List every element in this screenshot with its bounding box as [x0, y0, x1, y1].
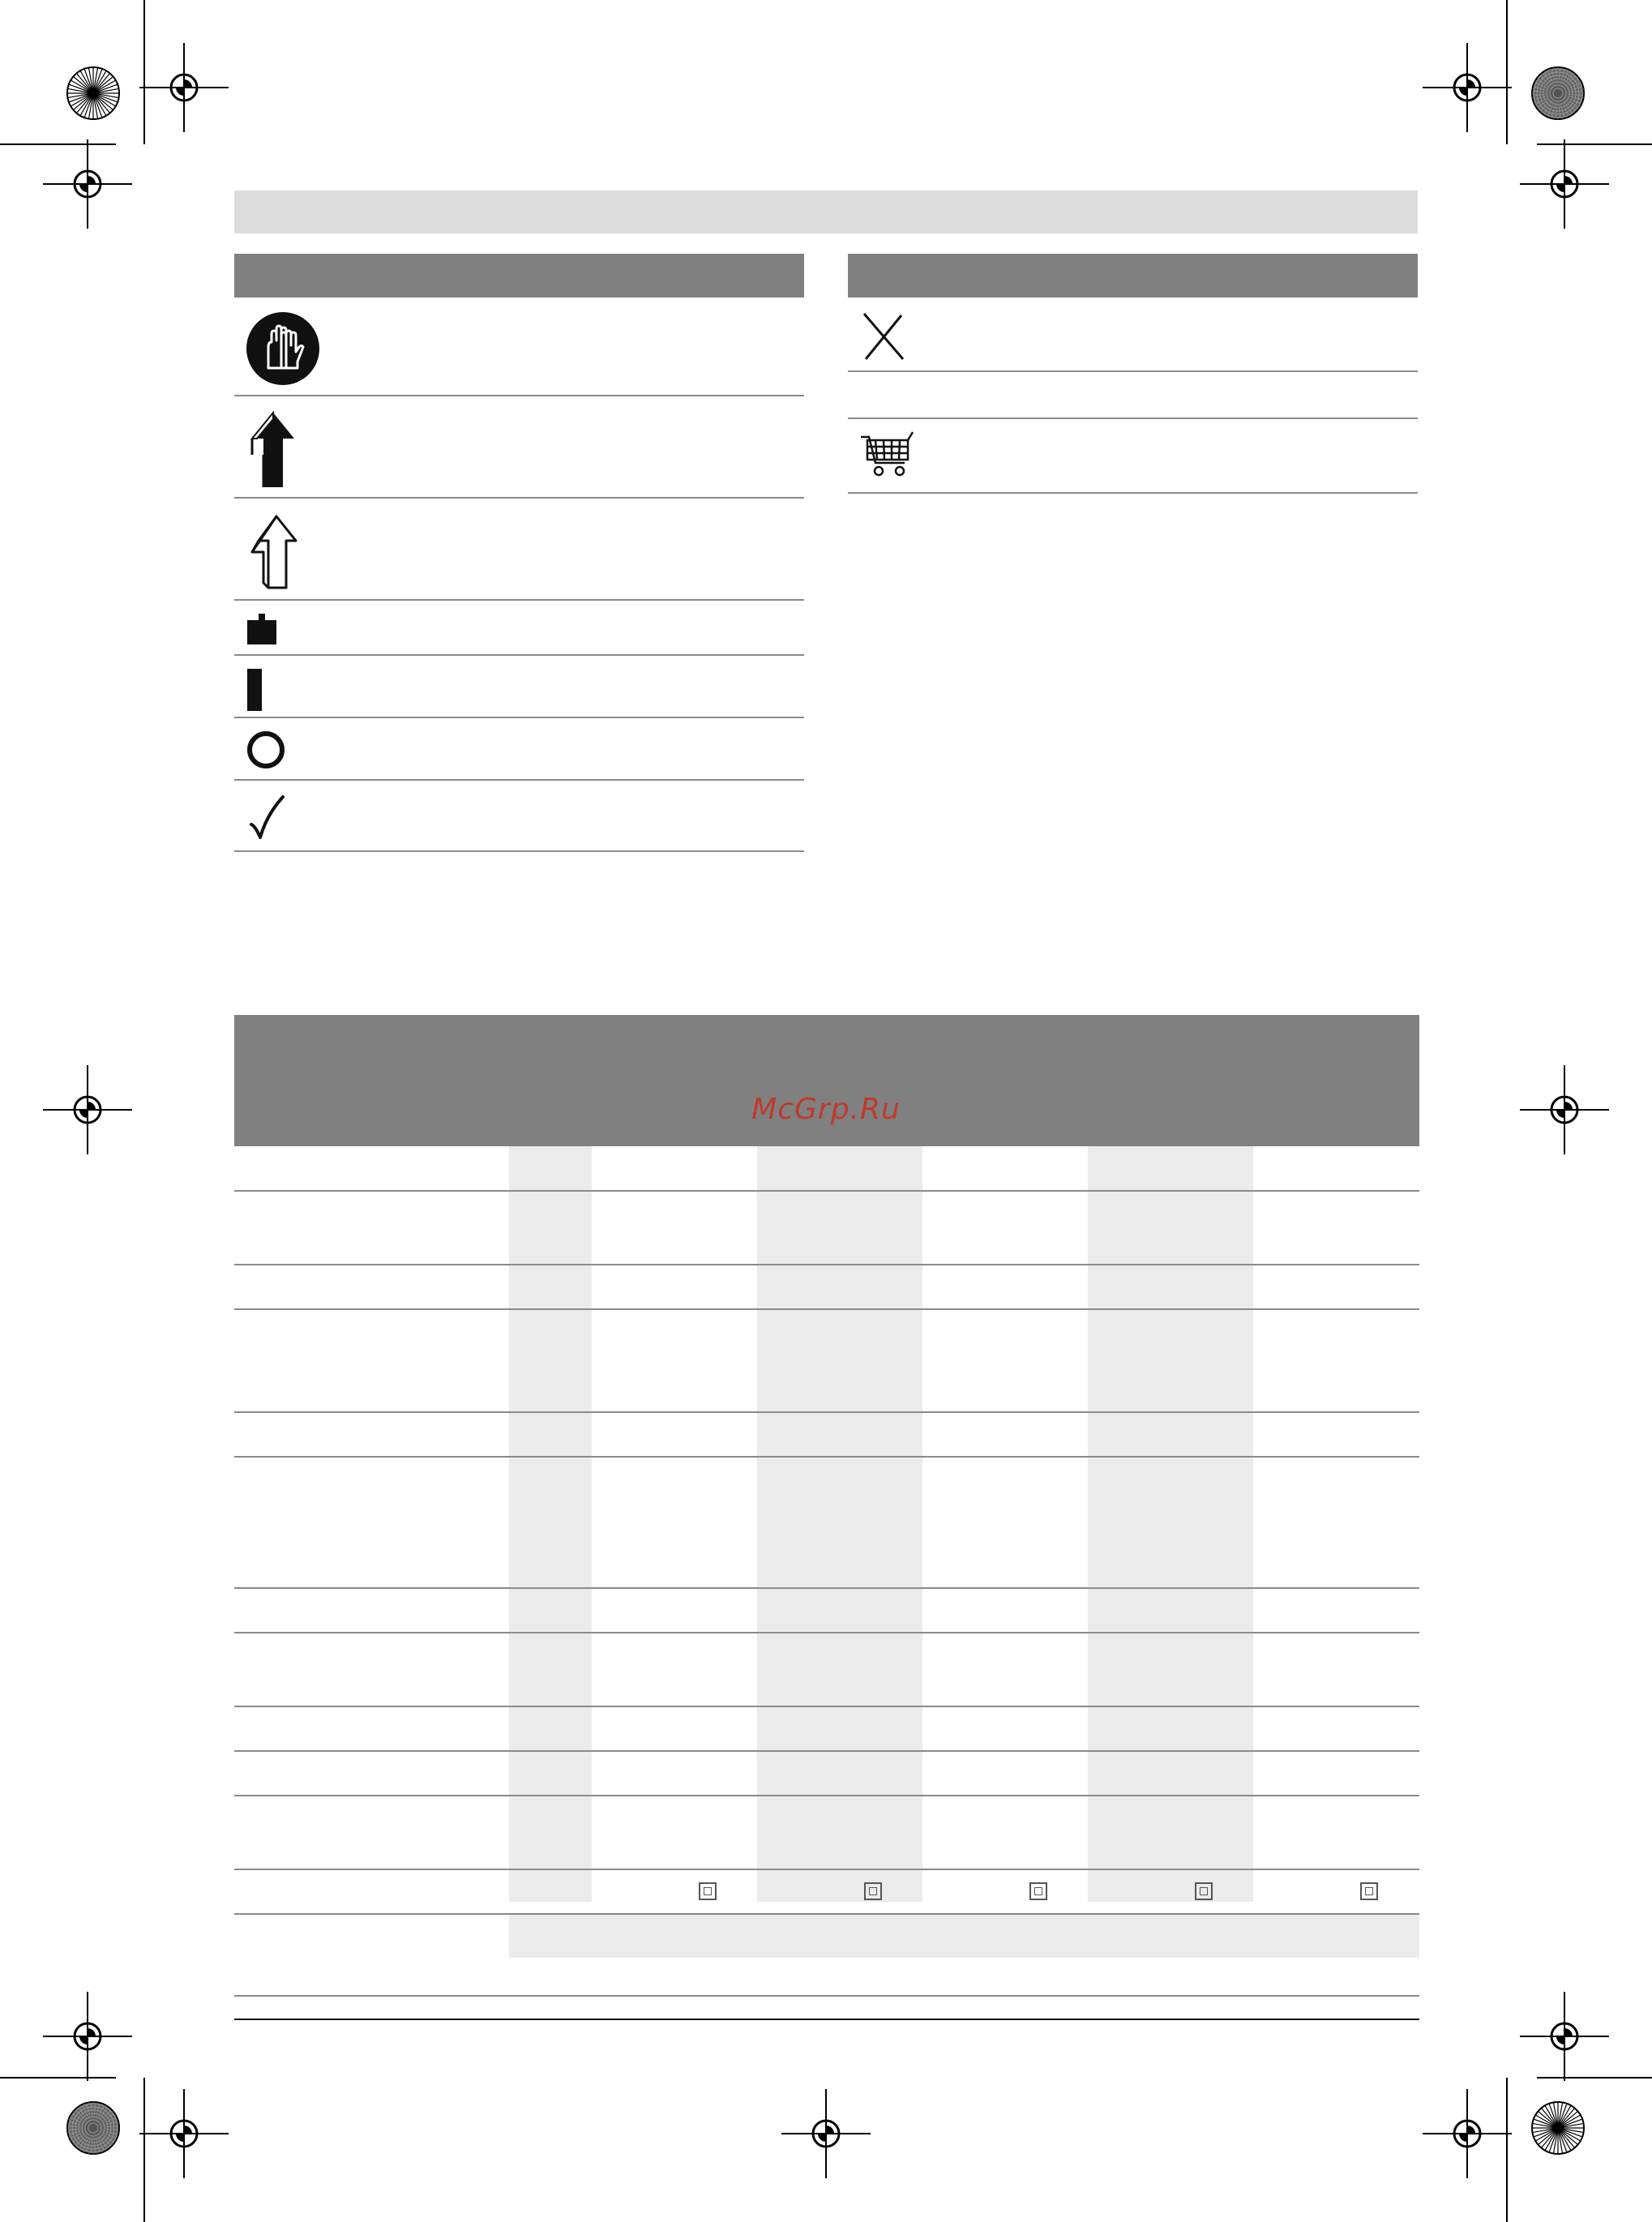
symbol-row — [848, 372, 1418, 419]
symbol-row — [234, 718, 804, 781]
registration-starburst-icon — [1532, 2102, 1584, 2154]
gloves-icon — [246, 311, 320, 386]
symbol-row — [234, 499, 804, 601]
table-column-shade — [1088, 1146, 1253, 1902]
circle-icon — [246, 730, 286, 770]
table-column-shade — [757, 1146, 922, 1902]
table-row-divider — [234, 1750, 1419, 1752]
checkmark-icon — [249, 795, 285, 841]
checkbox-icon[interactable] — [1029, 1882, 1047, 1900]
symbol-row — [234, 396, 804, 499]
registration-starburst-icon — [67, 67, 119, 119]
arrow-up-filled-icon — [249, 411, 297, 489]
registration-disc-icon — [67, 2102, 119, 2154]
registration-disc-icon — [1532, 67, 1584, 119]
table-row-divider — [234, 1456, 1419, 1458]
table-row-divider — [234, 1913, 1419, 1915]
symbol-row — [234, 781, 804, 852]
table-row-divider — [234, 1308, 1419, 1310]
bar-icon — [246, 669, 263, 711]
table-row-divider — [234, 1264, 1419, 1265]
table-row-divider — [234, 1795, 1419, 1796]
weight-icon — [246, 612, 278, 646]
table-column-shade — [509, 1146, 592, 1902]
cross-icon — [861, 312, 906, 361]
page-header-band — [234, 191, 1418, 233]
watermark: McGrp.Ru — [751, 1093, 901, 1126]
table-bottom-rule — [234, 2019, 1419, 2020]
checkbox-icon[interactable] — [864, 1882, 882, 1900]
table-row-divider — [234, 1587, 1419, 1589]
symbol-row — [234, 656, 804, 718]
checkbox-icon[interactable] — [1195, 1882, 1213, 1900]
technical-data-table-header — [234, 1015, 1419, 1146]
symbols-left-header — [234, 254, 804, 298]
table-row-divider — [234, 1190, 1419, 1192]
table-row-divider — [234, 1995, 1419, 1997]
table-row-divider — [234, 1869, 1419, 1870]
table-row-divider — [234, 1706, 1419, 1707]
checkbox-icon[interactable] — [1360, 1882, 1378, 1900]
symbol-row — [234, 601, 804, 656]
shopping-cart-icon — [859, 430, 916, 481]
symbol-row — [848, 298, 1418, 372]
arrow-up-outline-icon — [249, 513, 297, 591]
symbol-row — [848, 419, 1418, 494]
table-row-divider — [234, 1411, 1419, 1413]
checkbox-icon[interactable] — [699, 1882, 717, 1900]
table-footer-shade — [509, 1913, 1419, 1958]
symbol-row — [234, 298, 804, 396]
table-row-divider — [234, 1632, 1419, 1633]
symbols-right-header — [848, 254, 1418, 298]
